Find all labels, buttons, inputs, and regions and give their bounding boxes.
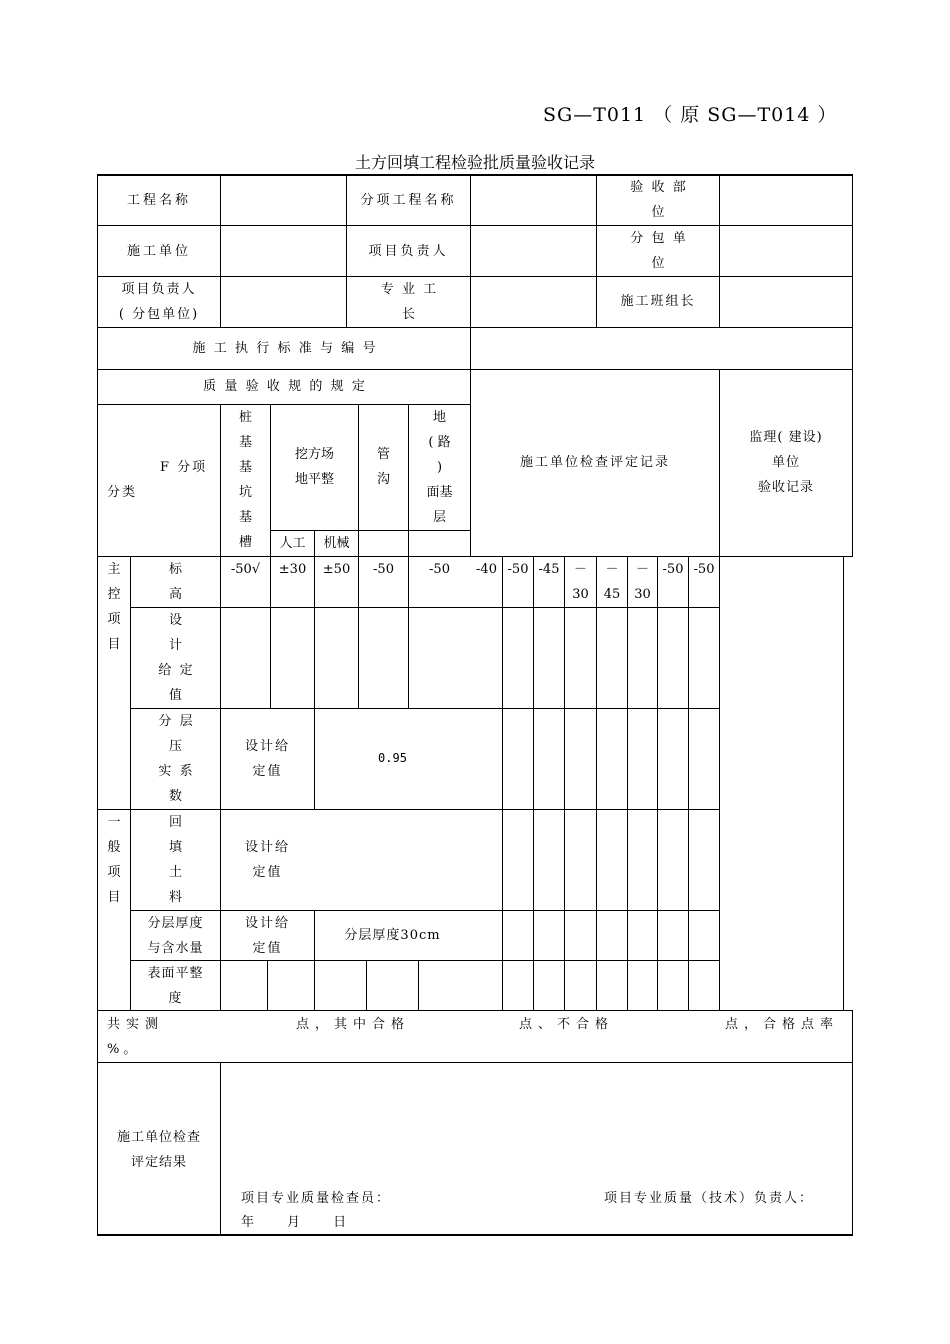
table-rule <box>97 174 853 176</box>
elevation-manual-value: ±30 <box>278 562 307 577</box>
fill-design-label: 设计给 定值 <box>244 840 290 880</box>
check-value: － 45 <box>603 562 621 602</box>
check-value: － 30 <box>634 562 651 602</box>
compaction-value: 0.95 <box>378 751 407 765</box>
table-rule <box>564 556 565 1011</box>
check-value: -45 <box>538 562 560 577</box>
summary-fail: 点、不合格 <box>519 1017 615 1032</box>
elevation-pile-value: -50√ <box>230 562 261 577</box>
table-rule <box>688 556 689 1011</box>
accept-part-label: 验 收 部 位 <box>630 180 686 220</box>
table-rule <box>852 1010 853 1236</box>
table-rule <box>470 174 471 557</box>
construction-unit-label: 施工单位 <box>126 244 191 259</box>
table-rule <box>627 556 628 1011</box>
table-rule <box>97 1062 853 1063</box>
table-rule <box>97 327 853 328</box>
tech-lead-signature: 项目专业质量（技术）负责人： <box>604 1191 815 1206</box>
supervision-header: 监理( 建设) 单位 验收记录 <box>749 430 823 495</box>
manual-column: 人工 <box>279 536 306 551</box>
standard-label: 施 工 执 行 标 准 与 编 号 <box>192 341 376 356</box>
table-rule <box>366 960 367 1011</box>
result-label: 施工单位检查 评定结果 <box>116 1130 201 1170</box>
pile-pit-column: 桩 基 基 坑 基 槽 <box>238 410 252 550</box>
table-rule <box>97 174 98 1236</box>
category-label: 分类 <box>107 485 138 500</box>
summary-percent: %。 <box>107 1042 141 1057</box>
table-rule <box>502 556 503 1011</box>
summary-rate: 点，合格点率 <box>725 1017 840 1032</box>
item-label: F 分项 <box>160 460 208 475</box>
machine-column: 机械 <box>323 536 350 551</box>
layer-design-label: 设计给 定值 <box>244 916 290 956</box>
table-rule <box>719 174 720 328</box>
table-rule <box>418 960 419 1011</box>
design-value-label: 设 计 给 定 值 <box>158 613 193 703</box>
document-title: 土方回填工程检验批质量验收记录 <box>354 153 595 172</box>
inspector-signature: 项目专业质量检查员： <box>241 1191 392 1206</box>
table-rule <box>267 960 268 1011</box>
check-value: -50 <box>507 562 529 577</box>
layer-thickness-label: 分层厚度 与含水量 <box>147 916 204 956</box>
fill-soil-label: 回 填 土 料 <box>168 815 182 905</box>
check-value: － 30 <box>572 562 589 602</box>
table-rule <box>533 556 534 1011</box>
table-rule <box>657 556 658 1011</box>
project-manager-label: 项目负责人 <box>368 244 449 259</box>
team-leader-label: 施工班组长 <box>620 294 696 309</box>
pipe-trench-column: 管 沟 <box>376 447 390 487</box>
check-record-header: 施工单位检查评定记录 <box>519 455 670 470</box>
table-rule <box>843 556 844 1011</box>
compaction-design-label: 设计给 定值 <box>244 739 290 779</box>
sub-project-name-label: 分项工程名称 <box>360 193 457 208</box>
check-value: -40 <box>476 562 497 577</box>
general-group: 一 般 项 目 <box>107 815 121 905</box>
layer-thickness-value: 分层厚度30cm <box>344 928 441 943</box>
elevation-pipe-value: -50 <box>373 562 394 577</box>
project-name-label: 工程名称 <box>126 193 191 208</box>
quality-rule-label: 质 量 验 收 规 的 规 定 <box>203 379 365 394</box>
elevation-road-value: -50 <box>429 562 450 577</box>
main-control-group: 主 控 项 目 <box>107 562 121 652</box>
table-rule <box>97 225 853 226</box>
table-rule <box>97 369 853 370</box>
compaction-label: 分 层 压 实 系 数 <box>158 714 193 804</box>
result-date: 年 月 日 <box>241 1215 347 1230</box>
subcontract-unit-label: 分 包 单 位 <box>630 231 686 271</box>
table-rule <box>314 960 315 1011</box>
table-rule <box>220 174 221 328</box>
summary-pass: 点，其中合格 <box>296 1017 411 1032</box>
surface-flatness-label: 表面平整 度 <box>147 966 204 1006</box>
elevation-label: 标 高 <box>168 562 182 602</box>
road-base-column: 地 ( 路 ) 面基 层 <box>426 410 453 525</box>
check-value: -50 <box>693 562 715 577</box>
summary-measured: 共实测 <box>107 1017 165 1032</box>
form-code: SG—T011 （ 原 SG—T014 ） <box>543 104 838 126</box>
table-rule <box>852 174 853 557</box>
table-rule <box>596 556 597 1011</box>
specialist-label: 专 业 工 长 <box>380 282 437 322</box>
table-rule <box>220 1062 221 1236</box>
elevation-machine-value: ±50 <box>322 562 351 577</box>
site-leveling-column: 挖方场 地平整 <box>294 447 334 487</box>
table-rule <box>97 1234 853 1236</box>
check-value: -50 <box>662 562 684 577</box>
sub-manager-label: 项目负责人 ( 分包单位) <box>118 282 200 322</box>
